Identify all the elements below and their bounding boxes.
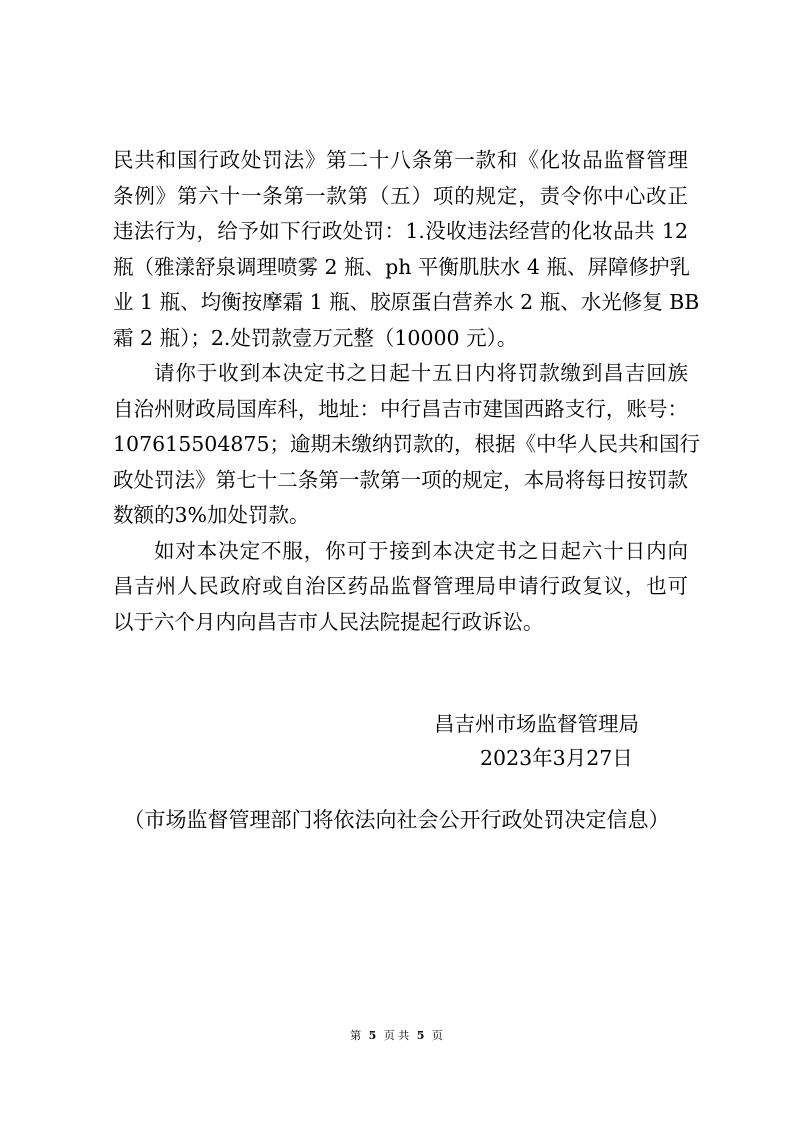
decision-body-text: [113, 143, 701, 640]
text-line: 自治州财政局国库科，地址：中行昌吉市建国西路支行，账号：: [113, 396, 688, 421]
text-line: 违法行为，给予如下行政处罚：1.没收违法经营的化妆品共 12: [113, 219, 688, 243]
public-disclosure-notice: （市场监督管理部门将依法向社会公开行政处罚决定信息）: [123, 808, 670, 832]
footer-prefix: 第: [350, 1029, 362, 1042]
penalty-paragraph: [113, 143, 700, 356]
text-line: 业 1 瓶、均衡按摩霜 1 瓶、胶原蛋白营养水 2 瓶、水光修复 BB: [113, 290, 700, 314]
text-line: 107615504875；逾期未缴纳罚款的，根据《中华人民共和国行: [113, 432, 701, 456]
text-line: 以于六个月内向昌吉市人民法院提起行政诉讼。: [113, 609, 544, 634]
text-line: 数额的3%加处罚款。: [113, 503, 310, 527]
text-line: 请你于收到本决定书之日起十五日内将罚款缴到昌吉回族: [154, 361, 688, 385]
payment-paragraph: [113, 356, 701, 534]
footer-suffix: 页: [431, 1029, 443, 1042]
total-pages-number: 5: [416, 1029, 425, 1042]
current-page-number: 5: [368, 1029, 377, 1042]
text-line: 霜 2 瓶）；2.处罚款壹万元整（10000 元）。: [113, 325, 518, 350]
text-line: 瓶（雅漾舒泉调理喷雾 2 瓶、ph 平衡肌肤水 4 瓶、屏障修护乳: [113, 254, 690, 279]
appeal-paragraph: [113, 534, 688, 641]
issuing-authority: 昌吉州市场监督管理局: [434, 712, 639, 736]
text-line: 昌吉州人民政府或自治区药品监督管理局申请行政复议，也可: [113, 574, 688, 598]
text-line: 民共和国行政处罚法》第二十八条第一款和《化妆品监督管理: [113, 148, 688, 172]
footer-middle: 页 共: [383, 1029, 410, 1042]
issue-date: 2023年3月27日: [480, 746, 633, 770]
text-line: 政处罚法》第七十二条第一款第一项的规定，本局将每日按罚款: [113, 467, 688, 492]
text-line: 如对本决定不服，你可于接到本决定书之日起六十日内向: [154, 538, 688, 563]
page-footer: [0, 1027, 793, 1043]
text-line: 条例》第六十一条第一款第（五）项的规定，责令你中心改正: [113, 183, 688, 208]
